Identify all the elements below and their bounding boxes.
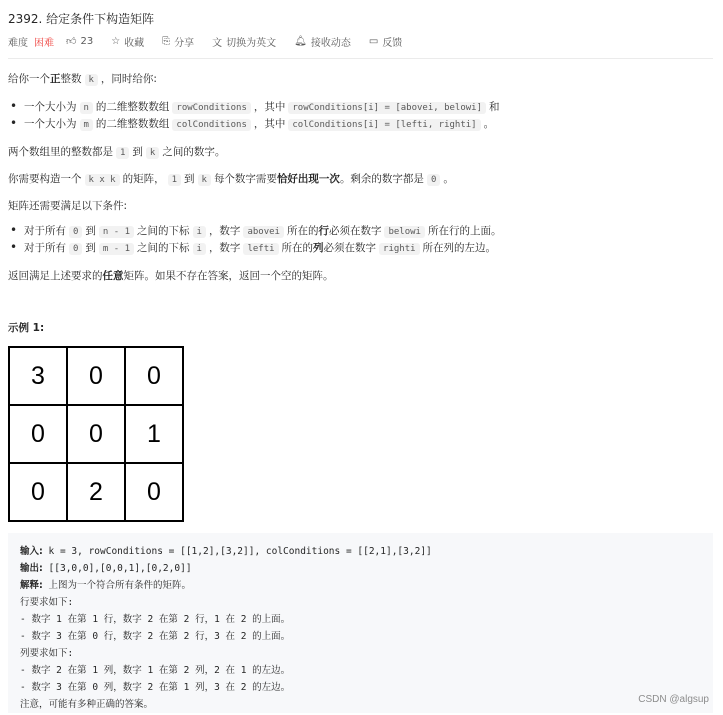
like-button[interactable] [66,35,93,47]
text: 的二维整数数组 [95,118,170,130]
code-0: 0 [69,226,82,238]
text: 的二维整数数组 [95,101,170,113]
text: ，数字 [208,225,241,237]
share-icon: ⎘ [162,35,171,47]
feedback-button[interactable] [369,34,402,49]
text: 到 [132,146,143,158]
thumbs-up-icon: 👍︎ [66,36,77,47]
text: 之间的下标 [137,225,190,237]
code-below: belowi [384,226,425,238]
subscribe-button[interactable] [294,34,351,49]
matrix-cell: 0 [125,463,183,521]
code-left: lefti [243,243,278,255]
text: 。剩余的数字都是 [339,173,424,185]
code-1: 1 [168,174,181,186]
text: ，同时给你: [100,73,157,85]
input-value: k = 3, rowConditions = [[1,2],[3,2]], colConditions = [[2,1],[3,2]] [48,546,432,557]
output-label: 输出: [20,563,43,574]
example-input [20,543,432,557]
text: 必须在数字 [328,225,382,237]
explanation-line: - 数字 3 在第 0 列，数字 2 在第 1 列，3 在 2 的左边。 [20,682,291,693]
explain-label: 解释: [20,580,43,591]
text: 所在的 [286,225,319,237]
favorite-button[interactable] [111,34,144,49]
feedback-icon: ▭ [368,35,379,47]
example-block [8,533,713,713]
example-heading-text: 示例 1: [8,322,45,334]
code-right: righti [379,243,420,255]
explanation-line: - 数字 3 在第 0 行，数字 2 在第 2 行，3 在 2 的上面。 [20,631,291,642]
watermark: CSDN @algsup [638,694,709,705]
code-k: k [146,147,159,159]
difficulty-label: 难度 [8,37,28,49]
code-colconditions-i: colConditions[i] = [lefti, righti] [288,119,480,131]
output-value: [[3,0,0],[0,0,1],[0,2,0]] [48,563,192,574]
text: 对于所有 [24,242,66,254]
text: 到 [184,173,195,185]
matrix-cell: 0 [67,405,125,463]
divider [8,58,713,59]
text: 对于所有 [24,225,66,237]
text-bold: 行 [318,225,329,237]
code-kxk: k x k [85,174,120,186]
code-rowconditions: rowConditions [172,102,250,114]
text: 矩阵。如果不存在答案，返回一个空的矩阵。 [123,270,334,282]
example-heading [8,321,44,335]
translate-button[interactable] [212,34,276,49]
favorite-label: 收藏 [124,37,145,49]
text: 所在列的左边。 [422,242,497,254]
matrix-cell: 0 [67,347,125,405]
code-n-minus-1: n - 1 [99,226,134,238]
text: 到 [85,225,96,237]
explanation-line: 列要求如下: [20,648,74,659]
difficulty-badge: 困难 [34,37,54,49]
matrix-cell: 0 [125,347,183,405]
translate-label: 切换为英文 [226,37,277,49]
like-count: 23 [80,35,94,47]
code-1: 1 [116,147,129,159]
page-title: 2392. 给定条件下构造矩阵 [8,12,155,26]
list-item [24,241,496,256]
code-i: i [193,226,206,238]
explanation-line: 行要求如下: [20,597,74,608]
example-matrix [8,346,184,522]
code-m-minus-1: m - 1 [99,243,134,255]
explanation-line: - 数字 1 在第 1 行，数字 2 在第 2 行，1 在 2 的上面。 [20,614,291,625]
text: 整数 [60,73,82,85]
desc-paragraph-3 [8,172,454,187]
text: 和 [489,101,500,113]
text: 所在行的上面。 [427,225,502,237]
text: 之间的下标 [137,242,190,254]
text: 之间的数字。 [162,146,226,158]
code-0: 0 [69,243,82,255]
text: 你需要构造一个 [8,173,82,185]
explain-value: 上图为一个符合所有条件的矩阵。 [48,580,192,591]
input-label: 输入: [20,546,43,557]
desc-paragraph-2 [8,145,225,160]
code-rowconditions-i: rowConditions[i] = [abovei, belowi] [288,102,486,114]
text-bold: 列 [313,242,324,254]
text: 到 [85,242,96,254]
bell-icon: 🔔︎ [294,35,307,47]
code-k: k [85,74,98,86]
text: 给你一个 [8,73,50,85]
desc-paragraph-1 [8,72,157,87]
text-bold: 正 [50,73,61,85]
share-label: 分享 [174,37,195,49]
code-i: i [193,243,206,255]
explanation-line: - 数字 2 在第 1 列，数字 1 在第 2 列，2 在 1 的左边。 [20,665,291,676]
matrix-cell: 0 [9,405,67,463]
text: ，其中 [253,101,286,113]
text: 。 [483,118,495,130]
list-item [24,117,494,132]
text: 两个数组里的整数都是 [8,146,113,158]
code-k: k [198,174,211,186]
text: ，数字 [208,242,241,254]
text: 一个大小为 [24,101,77,113]
star-icon: ☆ [111,35,121,47]
text: 返回满足上述要求的 [8,270,103,282]
feedback-label: 反馈 [382,37,403,49]
code-m: m [80,119,93,131]
code-n: n [80,102,93,114]
example-explanation [20,577,191,591]
code-0: 0 [427,174,440,186]
matrix-cell: 3 [9,347,67,405]
share-button[interactable] [162,34,194,49]
code-above: abovei [243,226,284,238]
subscribe-label: 接收动态 [310,37,351,49]
example-output [20,560,192,574]
text: 。 [443,173,454,185]
toolbar [8,33,420,49]
translate-icon: 文 [212,37,223,49]
text: 每个数字需要 [213,173,277,185]
text-bold: 任意 [102,270,124,282]
explanation-line: 注意，可能有多种正确的答案。 [20,699,154,710]
matrix-cell: 2 [67,463,125,521]
list-item [24,224,501,239]
desc-paragraph-4: 矩阵还需要满足以下条件: [8,200,128,212]
text-bold: 恰好出现一次 [276,173,340,185]
text: 的矩阵， [122,173,165,185]
text: 必须在数字 [323,242,377,254]
text: ，其中 [253,118,286,130]
code-colconditions: colConditions [172,119,250,131]
matrix-cell: 0 [9,463,67,521]
matrix-cell: 1 [125,405,183,463]
list-item [24,100,500,115]
desc-paragraph-5 [8,269,334,283]
text: 所在的 [281,242,314,254]
text: 一个大小为 [24,118,77,130]
